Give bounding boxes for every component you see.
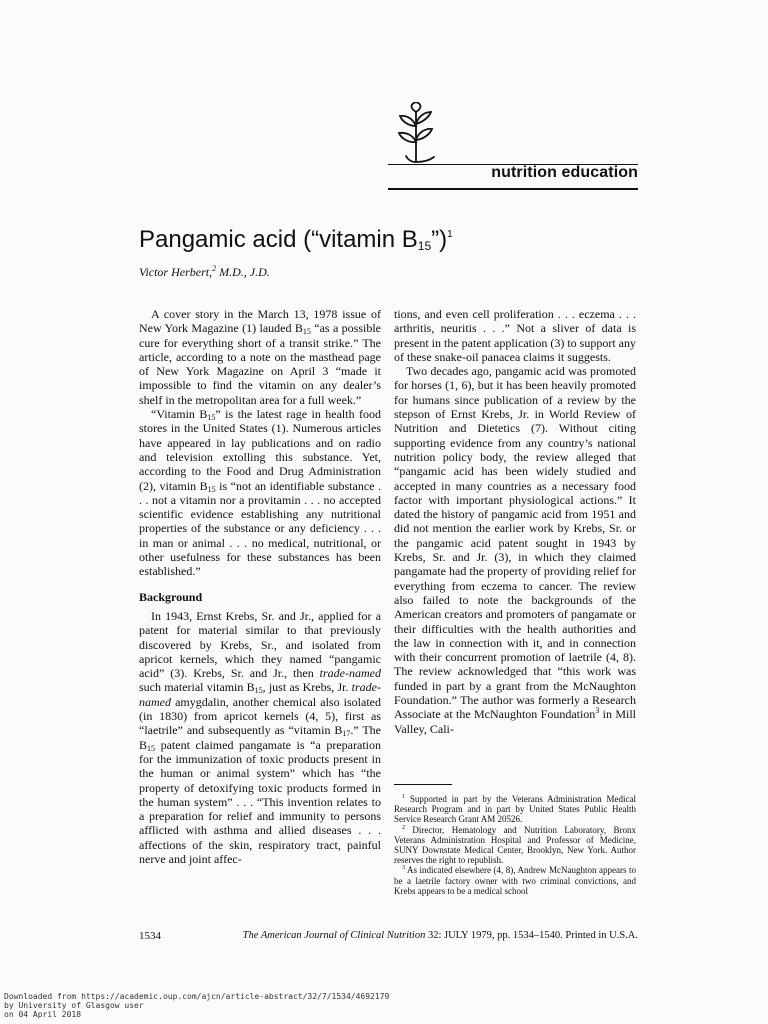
left-column [139, 307, 381, 866]
title-close: ”) [431, 226, 448, 253]
journal-name: The American Journal of Clinical Nutrition [242, 930, 426, 941]
footnote-2: $^2$ Director, Hematology and Nutrition Laboratory, Bronx Veterans Administration Hospital and Professor of Medicine, SUNY Downstate Medical Center, Brooklyn, New York. Author reserves the right to republish. [394, 824, 636, 866]
title-subscript: 15 [417, 239, 432, 253]
author-footnote-mark: 2 [212, 264, 217, 273]
journal-citation [243, 930, 638, 941]
author-name: Victor Herbert, [139, 265, 213, 279]
background-heading: Background [139, 589, 203, 604]
footnotes [394, 794, 636, 896]
paragraph-1: A cover story in the March 13, 1978 issue of New York Magazine (1) lauded $B_{15}$ “as a possible cure for everything short of a transit strike.” The article, according to a note on the masthead page of New York Magazine on April 3 “made it impossible to find the vitamin on any dealer’s shelf in the metropolitan area for a full week.” [139, 307, 381, 407]
section-title: nutrition education [491, 164, 638, 181]
journal-details: 32: JULY 1979, pp. 1534–1540. Printed in U.S.A. [425, 930, 638, 941]
footnote-rule [394, 784, 452, 785]
author-line [139, 264, 270, 280]
paragraph-4: tions, and even cell proliferation . . . eczema . . . arthritis, neuritis . . .” Not a sliver of data is present in the patent application (3) to support any of these snake-oil panacea claims it suggests. [394, 307, 636, 364]
paragraph-3: In 1943, Ernst Krebs, Sr. and Jr., applied for a patent for material similar to that previously discovered by Krebs, Sr., and isolated from apricot kernels, which they named “pangamic acid” (3). Krebs, Sr. and Jr., then trade-named such material vitamin $B_{15}$, just as Krebs, Jr. trade-named amygdalin, another chemical also isolated (in 1830) from apricot kernels (4, 5), first as “laetrile” and subsequently as “vitamin $B_{17}$.” The $B_{15}$ patent claimed pangamate is “a preparation for the immunization of toxic products present in the human or animal system” which has “the property of detoxifying toxic products formed in the human system” . . . “This invention relates to a preparation for relief and immunity to persons afflicted with asthma and allied diseases . . . affections of the skin, respiratory tract, painful nerve and joint affec- [139, 608, 382, 866]
right-column [394, 307, 636, 736]
article-title [139, 226, 453, 254]
paragraph-5: Two decades ago, pangamic acid was promoted for horses (1, 6), but it has been heavily promoted for humans since publication of a review by the stepson of Ernst Krebs, Jr. in World Review of Nutrition and Dietetics (7). Without citing supporting evidence from any country’s national nutrition policy body, the review alleged that “pangamic acid has been widely studied and accepted in many countries as a necessary food factor with important physiological actions.” It dated the history of pangamic acid from 1951 and did not mention the earlier work by Krebs, Sr. or the pangamic acid patent sought in 1943 by Krebs, Sr. and Jr. (3), in which they claimed pangamate had the property of providing relief for everything from eczema to cancer. The review also failed to note the backgrounds of the American creators and promoters of pangamate or their difficulties with the health authorities and the law in connection with it, and in connection with their concurrent promotion of laetrile (4, 8). The review acknowledged that “this work was funded in part by a grant from the McNaughton Foundation.” The author was formerly a Research Associate at the McNaughton Foundation$^3$ in Mill Valley, Cali- [394, 364, 636, 736]
footnote-3: $^3$ As indicated elsewhere (4, 8), Andrew McNaughton appears to be a laetrile factory owner with two criminal convictions, and Krebs appears to be a medical school [394, 865, 636, 896]
title-main: Pangamic acid (“vitamin B [139, 226, 418, 253]
plant-sprout-icon [388, 102, 438, 164]
paragraph-2: “Vitamin $B_{15}$” is the latest rage in health food stores in the United States (1). Numerous articles have appeared in lay publications and on radio and television extolling this substance. Yet, according to the Food and Drug Administration (2), vitamin $B_{15}$ is “not an identifiable substance . . . not a vitamin nor a provitamin . . . no accepted scientific evidence establishing any nutritional properties of the substance or any deficiency . . . in man or animal . . . no medical, nutritional, or other usefulness for these substances has been established.” [139, 407, 381, 579]
page-number: 1534 [139, 930, 161, 942]
footnote-1: $^1$ Supported in part by the Veterans Administration Medical Research Program and in part by United States Public Health Service Research Grant AM 20526. [394, 794, 636, 825]
download-watermark: Downloaded from https://academic.oup.com/ajcn/article-abstract/32/7/1534/4692179 by University of Glasgow user on 04 April 2018 [4, 992, 390, 1019]
header-rule-bottom [388, 188, 638, 190]
title-footnote-mark: 1 [447, 229, 453, 240]
author-degrees: M.D., J.D. [216, 265, 270, 279]
